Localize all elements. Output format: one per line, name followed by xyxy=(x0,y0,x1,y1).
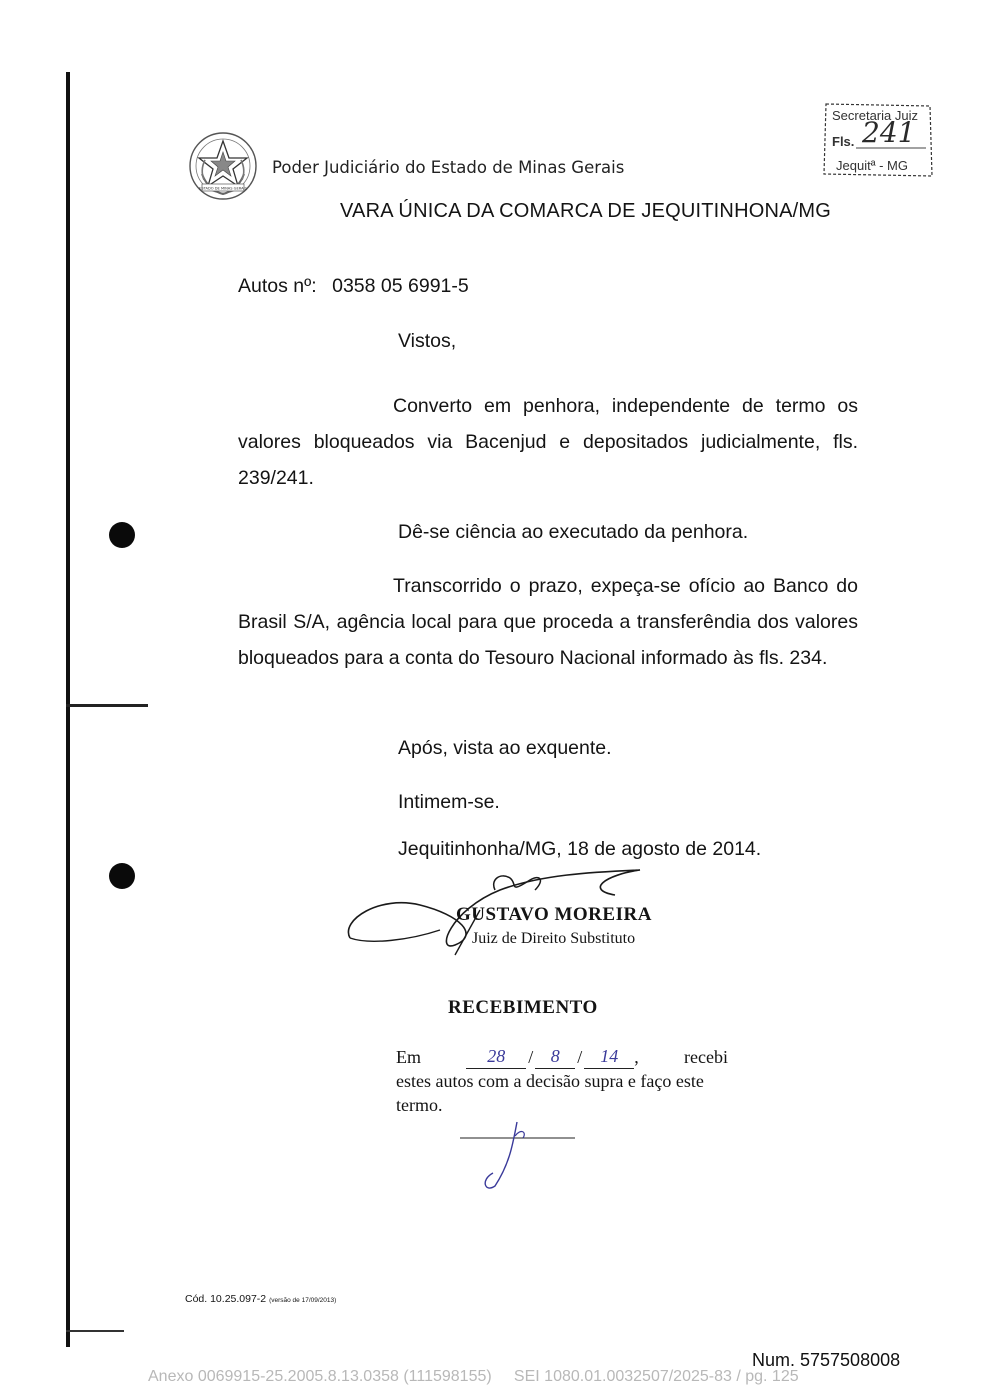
scan-margin-mark-bottom xyxy=(66,1330,124,1332)
stamp-handwritten-page: 241 xyxy=(862,116,916,149)
scan-margin-mark xyxy=(66,704,148,707)
document-number: Num. 5757508008 xyxy=(752,1350,901,1370)
greeting: Vistos, xyxy=(398,330,457,352)
receipt-text: Em 28 / 8 / 14 , recebi estes autos com a decisão supra e faço este termo. xyxy=(396,1046,728,1115)
scan-edge-line xyxy=(66,72,70,1347)
stamp-secretaria: Secretaria Juiz xyxy=(832,108,918,123)
case-number-line xyxy=(238,268,469,304)
judge-name: GUSTAVO MOREIRA xyxy=(456,904,652,925)
stamp-fls-label: Fls. xyxy=(832,134,855,149)
svg-text:ESTADO DE MINAS GERAIS: ESTADO DE MINAS GERAIS xyxy=(199,186,247,191)
issuing-authority: Poder Judiciário do Estado de Minas Gerais xyxy=(272,158,625,177)
receipt-day: 28 xyxy=(466,1044,526,1069)
punch-hole xyxy=(109,863,135,889)
receipt-title: RECEBIMENTO xyxy=(448,997,598,1018)
state-coat-of-arms-icon xyxy=(188,130,258,202)
decision-paragraph-1: Converto em penhora, independente de termo os valores bloqueados via Bacenjud e depositados judicialmente, fls. 239/241. xyxy=(238,395,858,489)
decision-paragraph-3: Transcorrido o prazo, expeça-se ofício ao Banco do Brasil S/A, agência local para que proceda a transferêndia dos valores bloqueados para a conta do Tesouro Nacional informado às fls. 234. xyxy=(238,575,858,669)
receipt-month: 8 xyxy=(535,1044,575,1069)
judge-title: Juiz de Direito Substituto xyxy=(472,930,636,947)
stamp-location: Jequitª - MG xyxy=(836,158,908,173)
case-number: 0358 05 6991-5 xyxy=(332,275,469,297)
case-label: Autos nº: xyxy=(238,275,317,297)
form-code: Cód. 10.25.097-2 (versão de 17/09/2013) xyxy=(185,1293,337,1305)
court-heading: VARA ÚNICA DA COMARCA DE JEQUITINHONA/MG xyxy=(340,200,832,222)
receipt-verb: recebi xyxy=(684,1047,728,1067)
place-and-date: Jequitinhonha/MG, 18 de agosto de 2014. xyxy=(398,838,762,860)
form-code-version: (versão de 17/09/2013) xyxy=(269,1297,337,1304)
clerk-signature xyxy=(455,1118,580,1193)
decision-paragraph-4: Após, vista ao exquente. xyxy=(398,737,612,759)
annex-reference: Anexo 0069915-25.2005.8.13.0358 (111598155) SEI 1080.01.0032507/2025-83 / pg. 125 xyxy=(148,1368,799,1385)
receipt-prefix: Em xyxy=(396,1047,421,1067)
page-number-stamp xyxy=(822,100,934,180)
receipt-rest: estes autos com a decisão supra e faço este termo. xyxy=(396,1071,704,1115)
decision-paragraph-5: Intimem-se. xyxy=(398,791,500,813)
punch-hole xyxy=(109,522,135,548)
receipt-year: 14 xyxy=(584,1044,634,1069)
decision-paragraph-2: Dê-se ciência ao executado da penhora. xyxy=(398,521,749,543)
